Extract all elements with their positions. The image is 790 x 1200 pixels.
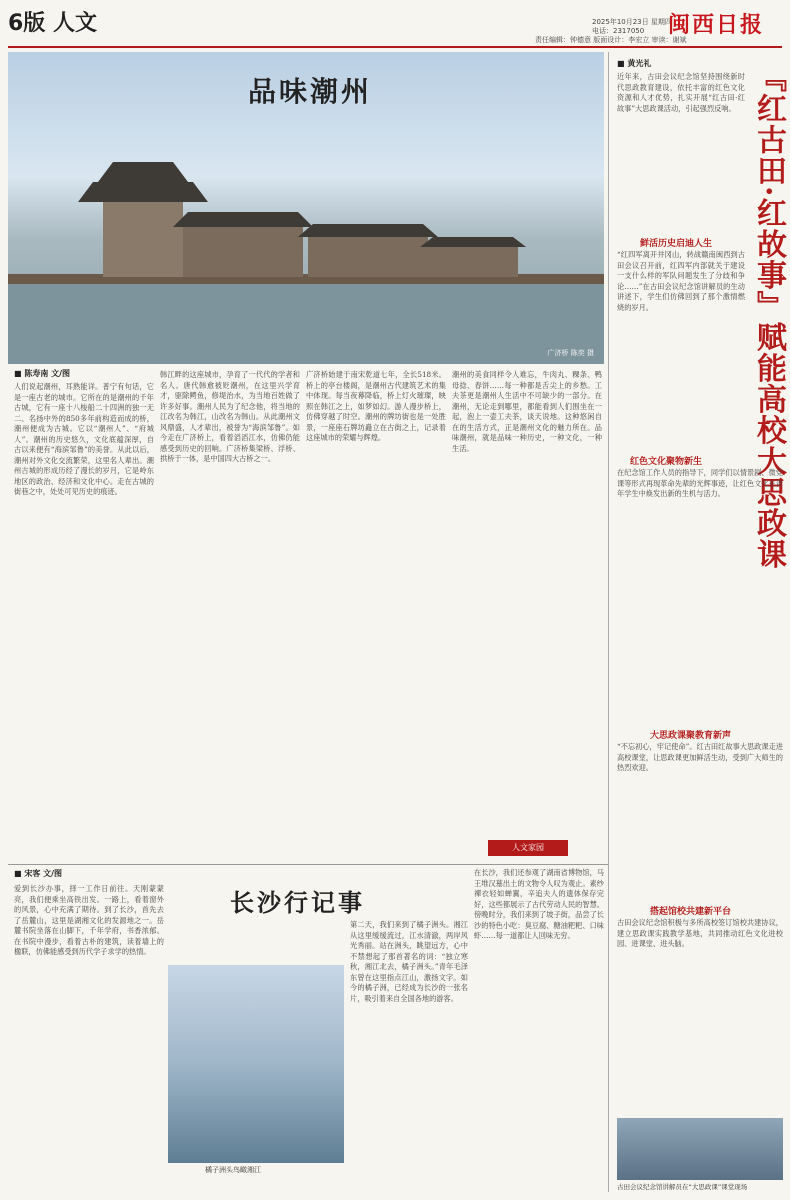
subhead-4: 搭起馆校共建新平台 (650, 907, 732, 917)
article1-col4: 潮州的美食同样令人难忘，牛肉丸、粿条、鸭母捻、春饼……每一种都是舌尖上的乡愁。工夫茶更是潮州人生活中不可缺少的一部分。在潮州，无论走到哪里，都能看到人们围坐在一起，泡上一壶工夫茶，谈天说地。这种悠闲自在的生活方式，正是潮州文化的魅力所在。品味潮州，就是品味一种历史，一种文化，一种生活。 (452, 370, 602, 453)
article3-intro: 近年来，古田会议纪念馆坚持围绕新时代思政教育建设，依托丰富的红色文化资源和人才优势，扎实开展“红古田·红故事”大思政课活动，引起强烈反响。 (617, 72, 745, 113)
article2-col1: 爱到长沙办事，择一工作日前往。天刚蒙蒙亮，我们便乘坐高铁出发。一路上，看着窗外的风景，心中充满了期待。到了长沙，首先去了岳麓山，这里是湖湘文化的发源地之一。岳麓书院坐落在山脚下，千年学府，书香浓郁。在书院中漫步，看着古朴的建筑，读着墙上的楹联，仿佛能感受到历代学子求学的热情。 (14, 884, 164, 956)
page-header (0, 0, 790, 48)
pagoda-illustration (8, 52, 604, 364)
column-divider (608, 52, 609, 1192)
photo-caption: 广济桥 陈奕 摄 (547, 349, 594, 357)
header-rule (8, 46, 782, 48)
lecture-photo (617, 1118, 783, 1180)
subhead-1: 鲜活历史启迪人生 (640, 239, 713, 249)
column-badge: 人文家园 (488, 840, 568, 856)
edition-label: 6版 人文 (8, 11, 97, 36)
chaozhou-bridge-photo (8, 52, 604, 364)
article3-title: 『红古田·红故事』赋能高校大思政课 (751, 62, 786, 570)
article2-col2: 第二天，我们来到了橘子洲头。湘江从这里缓缓流过，江水清澈，两岸风光秀丽。站在洲头，眺望远方，心中不禁想起了那首著名的词：“独立寒秋，湘江北去，橘子洲头。”青年毛泽东曾在这里指点江山，激扬文字。如今的橘子洲，已经成为长沙的一张名片，吸引着来自全国各地的游客。 (350, 920, 468, 1003)
article2-title: 长沙行记事 (230, 888, 365, 917)
section-divider (8, 864, 608, 865)
subhead-3: 大思政课聚教育新声 (650, 731, 732, 741)
article1-col2: 韩江畔的这座城市，孕育了一代代的学者和名人。唐代韩愈被贬潮州，在这里兴学育才，驱除鳄鱼，修堤治水，为当地百姓做了许多好事。潮州人民为了纪念他，将当地的江改名为韩江，山改名为韩山。从此潮州文风鼎盛，人才辈出，被誉为“海滨邹鲁”。如今走在广济桥上，看着滔滔江水，仿佛仍能感受到历史的回响。广济桥集梁桥、浮桥、拱桥于一体，是中国四大古桥之一。 (160, 370, 300, 463)
editor-line: 责任编辑：钟德意 版面设计：李宏立 审读：谢斌 (535, 36, 687, 44)
article3-author: ■ 黄光礼 (617, 59, 652, 68)
article3-p3: “不忘初心，牢记使命”。红古田红故事大思政课走进高校课堂，让思政课更加鲜活生动，受到广大师生的热烈欢迎。 (617, 742, 783, 772)
article1-col3: 广济桥始建于南宋乾道七年，全长518米。桥上的亭台楼阁，是潮州古代建筑艺术的集中体现。每当夜幕降临，桥上灯火璀璨，映照在韩江之上，如梦如幻。游人漫步桥上，仿佛穿越了时空。潮州的牌坊街也是一处胜景，一座座石牌坊矗立在古街之上，记录着这座城市的荣耀与辉煌。 (306, 370, 446, 442)
article3-p4: 古田会议纪念馆积极与多所高校签订馆校共建协议，建立思政课实践教学基地，共同推动红色文化进校园、进课堂、进头脑。 (617, 918, 783, 948)
xiangjiang-photo (168, 965, 344, 1163)
article1-col1: 人们说起潮州，耳熟能详。普宁有句话，它是一座古老的城市。它所在的是潮州的千年古城，它有一座十八梭船二十四洲的独一无二、名扬中外的850多年前构造而成的桥，潮州便成为古城。它以“潮州人”、“府城人”。潮州的历史悠久，文化底蕴深厚，自古以来便有“海滨邹鲁”的美誉。从此以后，潮州对外文化交流繁荣，这里名人辈出。潮州古城的形成历经了漫长的岁月，它是岭东地区的政治、经济和文化中心。走在古城的街巷之中，处处可见历史的痕迹。 (14, 382, 154, 496)
date-line: 2025年10月23日 星期四 电话：2317050 (592, 18, 672, 35)
lecture-photo-caption: 古田会议纪念馆讲解员在“大思政课”课堂现场 (617, 1183, 748, 1191)
newspaper-logo: 闽西日报 (668, 12, 765, 38)
article3-p1: “红四军离开井冈山，转战赣南闽西到古田会议召开前，红四军内部就关于建设一支什么样的军队问题发生了分歧和争论……”在古田会议纪念馆讲解员的生动讲述下，学生们仿佛回到了那个激情燃烧的岁月。 (617, 250, 745, 312)
article2-author: ■ 宋客 文/图 (14, 869, 63, 878)
article1-author: ■ 陈寿南 文/图 (14, 369, 71, 378)
article3-p2: 在纪念馆工作人员的指导下，同学们以情景剧、微党课等形式再现革命先辈的光辉事迹，让红色文化在青年学生中焕发出新的生机与活力。 (617, 468, 783, 498)
xiangjiang-caption: 橘子洲头鸟瞰湘江 (205, 1166, 261, 1174)
subhead-2: 红色文化聚物新生 (630, 457, 703, 467)
photo-title: 品味潮州 (248, 75, 373, 108)
article2-col3: 在长沙，我们还参观了湖南省博物馆，马王堆汉墓出土的文物令人叹为观止。素纱襌衣轻如蝉翼，辛追夫人的遗体保存完好，这些都展示了古代劳动人民的智慧。傍晚时分，我们来到了坡子街，品尝了长沙的特色小吃：臭豆腐、糖油粑粑、口味虾……每一道都让人回味无穷。 (474, 868, 604, 940)
